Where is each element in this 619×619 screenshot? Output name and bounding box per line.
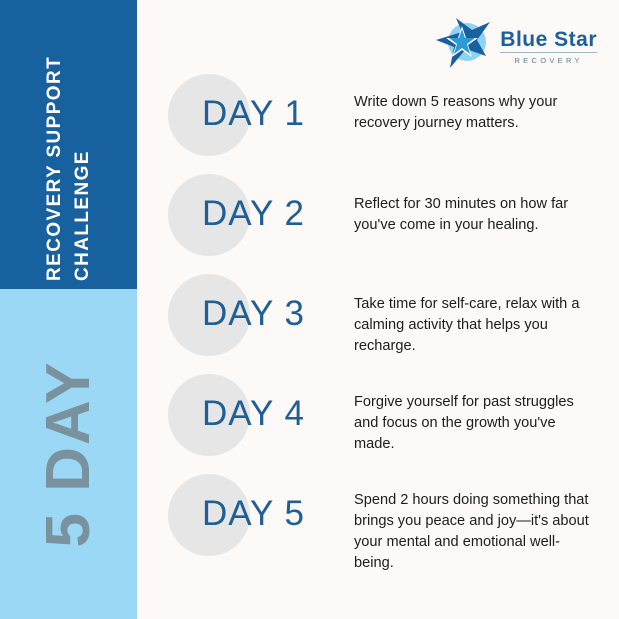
band-bottom-label: 5 DAY: [33, 360, 103, 548]
day-label: DAY 5: [202, 494, 305, 533]
day-label: DAY 1: [202, 94, 305, 133]
list-item: [168, 374, 598, 474]
band-title-line-1: RECOVERY SUPPORT: [43, 55, 65, 281]
list-item: [168, 474, 598, 574]
band-bottom-title: [0, 289, 137, 619]
day-label: DAY 3: [202, 294, 305, 333]
left-band: [0, 0, 137, 619]
day-description: Write down 5 reasons why your recovery journey matters.: [354, 94, 558, 131]
day-label: DAY 4: [202, 394, 305, 433]
list-item: [168, 174, 598, 274]
day-label: DAY 2: [202, 194, 305, 233]
logo-text-block: [500, 23, 597, 67]
day-list: [168, 74, 598, 574]
logo-tagline: RECOVERY: [500, 52, 597, 67]
list-item: [168, 74, 598, 174]
day-description: Forgive yourself for past struggles and focus on the growth you've made.: [354, 394, 574, 452]
list-item: [168, 274, 598, 374]
band-top-title: [0, 0, 137, 289]
day-description: Reflect for 30 minutes on how far you've come in your healing.: [354, 196, 569, 233]
logo-name: Blue Star: [500, 28, 597, 51]
blue-star-icon: [432, 16, 494, 74]
day-description: Take time for self-care, relax with a calming activity that helps you recharge.: [354, 296, 580, 354]
brand-logo: [432, 16, 597, 74]
band-title-line-2: CHALLENGE: [71, 150, 93, 281]
day-description: Spend 2 hours doing something that brings you peace and joy—it's about your mental and emotional well-being.: [354, 492, 589, 571]
